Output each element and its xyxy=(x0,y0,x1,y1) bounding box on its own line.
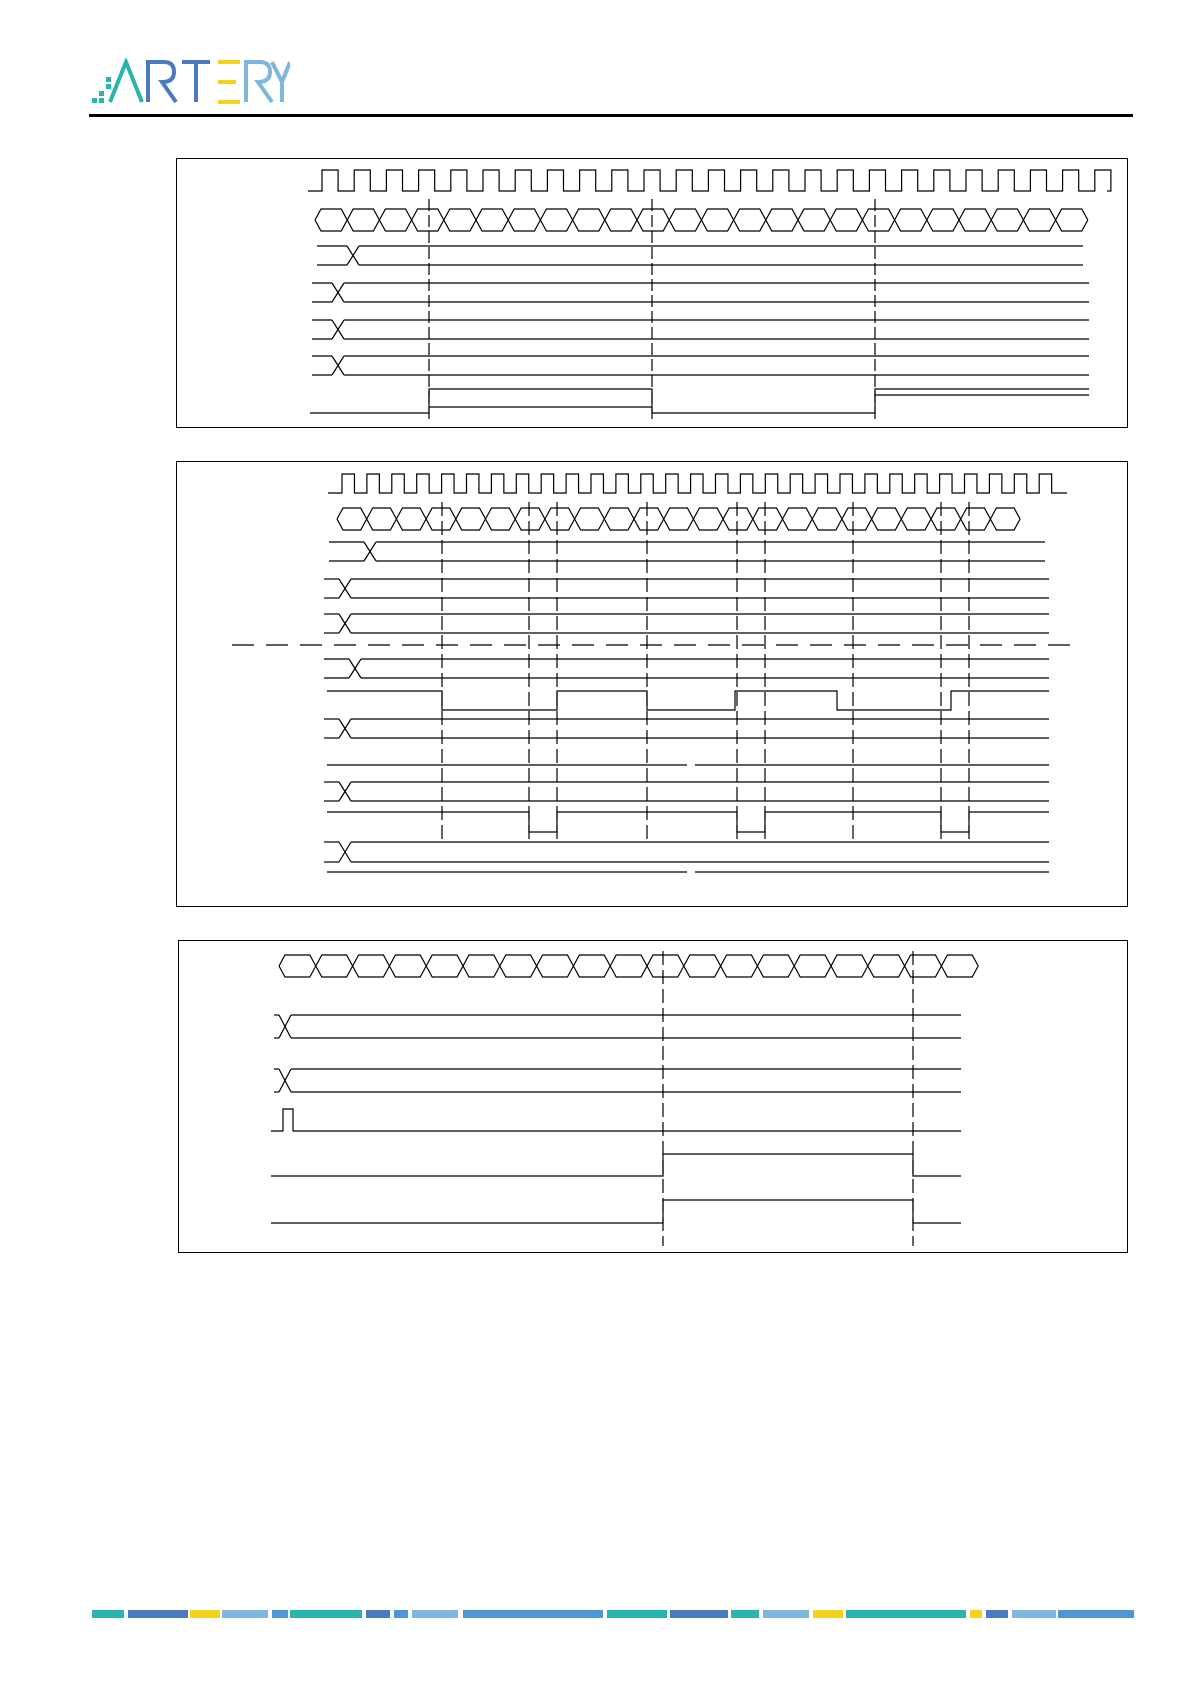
data-bus-cell xyxy=(664,508,694,519)
data-bus-cell xyxy=(444,209,476,220)
data-bus-cell xyxy=(537,955,574,966)
data-bus-cell xyxy=(862,209,894,220)
data-bus-cell xyxy=(794,955,831,966)
data-bus-cell xyxy=(379,209,411,220)
data-bus-cell xyxy=(990,508,1020,519)
data-bus-cell xyxy=(347,209,379,220)
clock-signal xyxy=(328,474,1067,493)
data-bus-cell xyxy=(389,955,426,966)
footer-bar-segment xyxy=(92,1610,124,1618)
data-bus-cell xyxy=(895,209,927,220)
data-bus-cell xyxy=(540,209,572,220)
pulse-signal xyxy=(271,1109,961,1131)
data-bus-cell xyxy=(941,966,978,977)
footer-bar-segment xyxy=(607,1610,667,1618)
data-bus-cell xyxy=(684,955,721,966)
data-bus-cell xyxy=(842,508,872,519)
data-bus-cell xyxy=(721,966,758,977)
data-bus-cell xyxy=(456,508,486,519)
data-bus-cell xyxy=(961,519,991,530)
data-bus-cell xyxy=(723,508,753,519)
data-bus-cell xyxy=(757,966,794,977)
data-bus-cell xyxy=(1023,209,1055,220)
data-bus-cell xyxy=(941,955,978,966)
data-bus-cell xyxy=(426,508,456,519)
data-bus-cell xyxy=(463,966,500,977)
footer-bar-segment xyxy=(1058,1610,1134,1618)
data-bus-cell xyxy=(862,220,894,231)
data-bus-cell xyxy=(637,220,669,231)
data-bus-cell xyxy=(868,966,905,977)
data-bus-cell xyxy=(575,508,605,519)
data-bus-cell xyxy=(783,508,813,519)
data-bus-cell xyxy=(931,508,961,519)
data-bus-cell xyxy=(830,209,862,220)
data-bus-cell xyxy=(753,508,783,519)
data-bus-cell xyxy=(693,519,723,530)
data-bus-cell xyxy=(315,209,347,220)
footer-bar-segment xyxy=(290,1610,362,1618)
data-bus-cell xyxy=(783,519,813,530)
data-bus-cell xyxy=(991,220,1023,231)
data-bus-cell xyxy=(279,955,316,966)
data-bus-cell xyxy=(508,220,540,231)
data-bus-cell xyxy=(573,220,605,231)
data-bus-cell xyxy=(684,966,721,977)
data-bus-cell xyxy=(604,508,634,519)
data-bus-cell xyxy=(537,966,574,977)
data-bus-cell xyxy=(353,955,390,966)
data-bus-cell xyxy=(931,519,961,530)
data-bus-cell xyxy=(545,508,575,519)
data-bus-cell xyxy=(798,209,830,220)
footer-bar-segment xyxy=(412,1610,458,1618)
data-bus-cell xyxy=(1023,220,1055,231)
footer-bar-segment xyxy=(366,1610,390,1618)
footer-bar-segment xyxy=(986,1610,1008,1618)
data-bus-cell xyxy=(573,209,605,220)
data-bus-cell xyxy=(316,955,353,966)
data-bus-cell xyxy=(610,955,647,966)
data-bus-cell xyxy=(426,519,456,530)
footer-bar-segment xyxy=(222,1610,268,1618)
data-bus-cell xyxy=(701,209,733,220)
data-bus-cell xyxy=(868,955,905,966)
footer-bar-segment xyxy=(763,1610,809,1618)
footer-bar-segment xyxy=(1012,1610,1056,1618)
footer-bar-segment xyxy=(846,1610,966,1618)
data-bus-cell xyxy=(647,966,684,977)
data-bus-cell xyxy=(500,966,537,977)
data-bus-cell xyxy=(463,955,500,966)
data-bus-cell xyxy=(396,519,426,530)
data-bus-cell xyxy=(545,519,575,530)
data-bus-cell xyxy=(500,955,537,966)
timing-diagram-2 xyxy=(176,461,1128,907)
data-bus-cell xyxy=(573,966,610,977)
data-bus-cell xyxy=(337,519,367,530)
header-rule xyxy=(89,114,1133,117)
footer-bar-segment xyxy=(813,1610,843,1618)
footer-color-bar xyxy=(0,1610,1192,1620)
data-bus-cell xyxy=(901,519,931,530)
data-bus-cell xyxy=(379,220,411,231)
data-bus-cell xyxy=(412,220,444,231)
data-bus-cell xyxy=(604,519,634,530)
data-bus-cell xyxy=(723,519,753,530)
data-bus-cell xyxy=(664,519,694,530)
logo-text: ARTERY xyxy=(90,108,95,109)
data-bus-cell xyxy=(734,220,766,231)
data-bus-cell xyxy=(486,508,516,519)
data-bus-cell xyxy=(927,220,959,231)
timing-diagram-1 xyxy=(176,158,1128,428)
data-bus-cell xyxy=(515,508,545,519)
data-bus-cell xyxy=(367,508,397,519)
flag-signal xyxy=(310,389,1089,413)
flag-signal xyxy=(271,1154,961,1176)
data-bus-cell xyxy=(476,220,508,231)
data-bus-cell xyxy=(990,519,1020,530)
data-bus-cell xyxy=(412,209,444,220)
data-bus-cell xyxy=(895,220,927,231)
data-bus-cell xyxy=(905,955,942,966)
data-bus-cell xyxy=(766,209,798,220)
data-bus-cell xyxy=(812,519,842,530)
data-bus-cell xyxy=(610,966,647,977)
data-bus-cell xyxy=(486,519,516,530)
data-bus-cell xyxy=(766,220,798,231)
data-bus-cell xyxy=(812,508,842,519)
data-bus-cell xyxy=(634,519,664,530)
data-bus-cell xyxy=(605,209,637,220)
data-bus-cell xyxy=(872,508,902,519)
data-bus-cell xyxy=(830,220,862,231)
data-bus-cell xyxy=(831,955,868,966)
footer-bar-segment xyxy=(190,1610,220,1618)
data-bus-cell xyxy=(669,220,701,231)
data-bus-cell xyxy=(508,209,540,220)
data-bus-cell xyxy=(389,966,426,977)
data-bus-cell xyxy=(353,966,390,977)
footer-bar-segment xyxy=(394,1610,408,1618)
data-bus-cell xyxy=(959,209,991,220)
data-bus-cell xyxy=(734,209,766,220)
clock-signal xyxy=(308,170,1111,191)
data-bus-cell xyxy=(634,508,664,519)
data-bus-cell xyxy=(753,519,783,530)
data-bus-cell xyxy=(315,220,347,231)
data-bus-cell xyxy=(927,209,959,220)
data-bus-cell xyxy=(279,966,316,977)
data-bus-cell xyxy=(901,508,931,519)
data-bus-cell xyxy=(347,220,379,231)
timing-diagram-3 xyxy=(178,940,1128,1253)
data-bus-cell xyxy=(794,966,831,977)
flag-signal xyxy=(271,1200,961,1223)
data-bus-cell xyxy=(842,519,872,530)
data-bus-cell xyxy=(540,220,572,231)
data-bus-cell xyxy=(798,220,830,231)
data-bus-cell xyxy=(573,955,610,966)
data-bus-cell xyxy=(1056,220,1088,231)
footer-bar-segment xyxy=(670,1610,728,1618)
data-bus-cell xyxy=(396,508,426,519)
data-bus-cell xyxy=(605,220,637,231)
data-bus-cell xyxy=(669,209,701,220)
data-bus-cell xyxy=(701,220,733,231)
data-bus-cell xyxy=(872,519,902,530)
data-bus-cell xyxy=(515,519,545,530)
data-bus-cell xyxy=(337,508,367,519)
data-bus-cell xyxy=(1056,209,1088,220)
data-bus-cell xyxy=(959,220,991,231)
data-bus-cell xyxy=(444,220,476,231)
artery-logo-icon xyxy=(90,58,290,110)
footer-bar-segment xyxy=(128,1610,188,1618)
data-bus-cell xyxy=(721,955,758,966)
data-bus-cell xyxy=(991,209,1023,220)
data-bus-cell xyxy=(575,519,605,530)
data-bus-cell xyxy=(693,508,723,519)
data-bus-cell xyxy=(316,966,353,977)
data-bus-cell xyxy=(905,966,942,977)
data-bus-cell xyxy=(426,955,463,966)
footer-bar-segment xyxy=(970,1610,982,1618)
data-bus-cell xyxy=(637,209,669,220)
footer-bar-segment xyxy=(272,1610,288,1618)
footer-bar-segment xyxy=(731,1610,759,1618)
data-bus-cell xyxy=(426,966,463,977)
data-bus-cell xyxy=(961,508,991,519)
footer-bar-segment xyxy=(463,1610,603,1618)
data-bus-cell xyxy=(831,966,868,977)
data-bus-cell xyxy=(476,209,508,220)
data-bus-cell xyxy=(757,955,794,966)
data-bus-cell xyxy=(367,519,397,530)
data-bus-cell xyxy=(647,955,684,966)
data-bus-cell xyxy=(456,519,486,530)
